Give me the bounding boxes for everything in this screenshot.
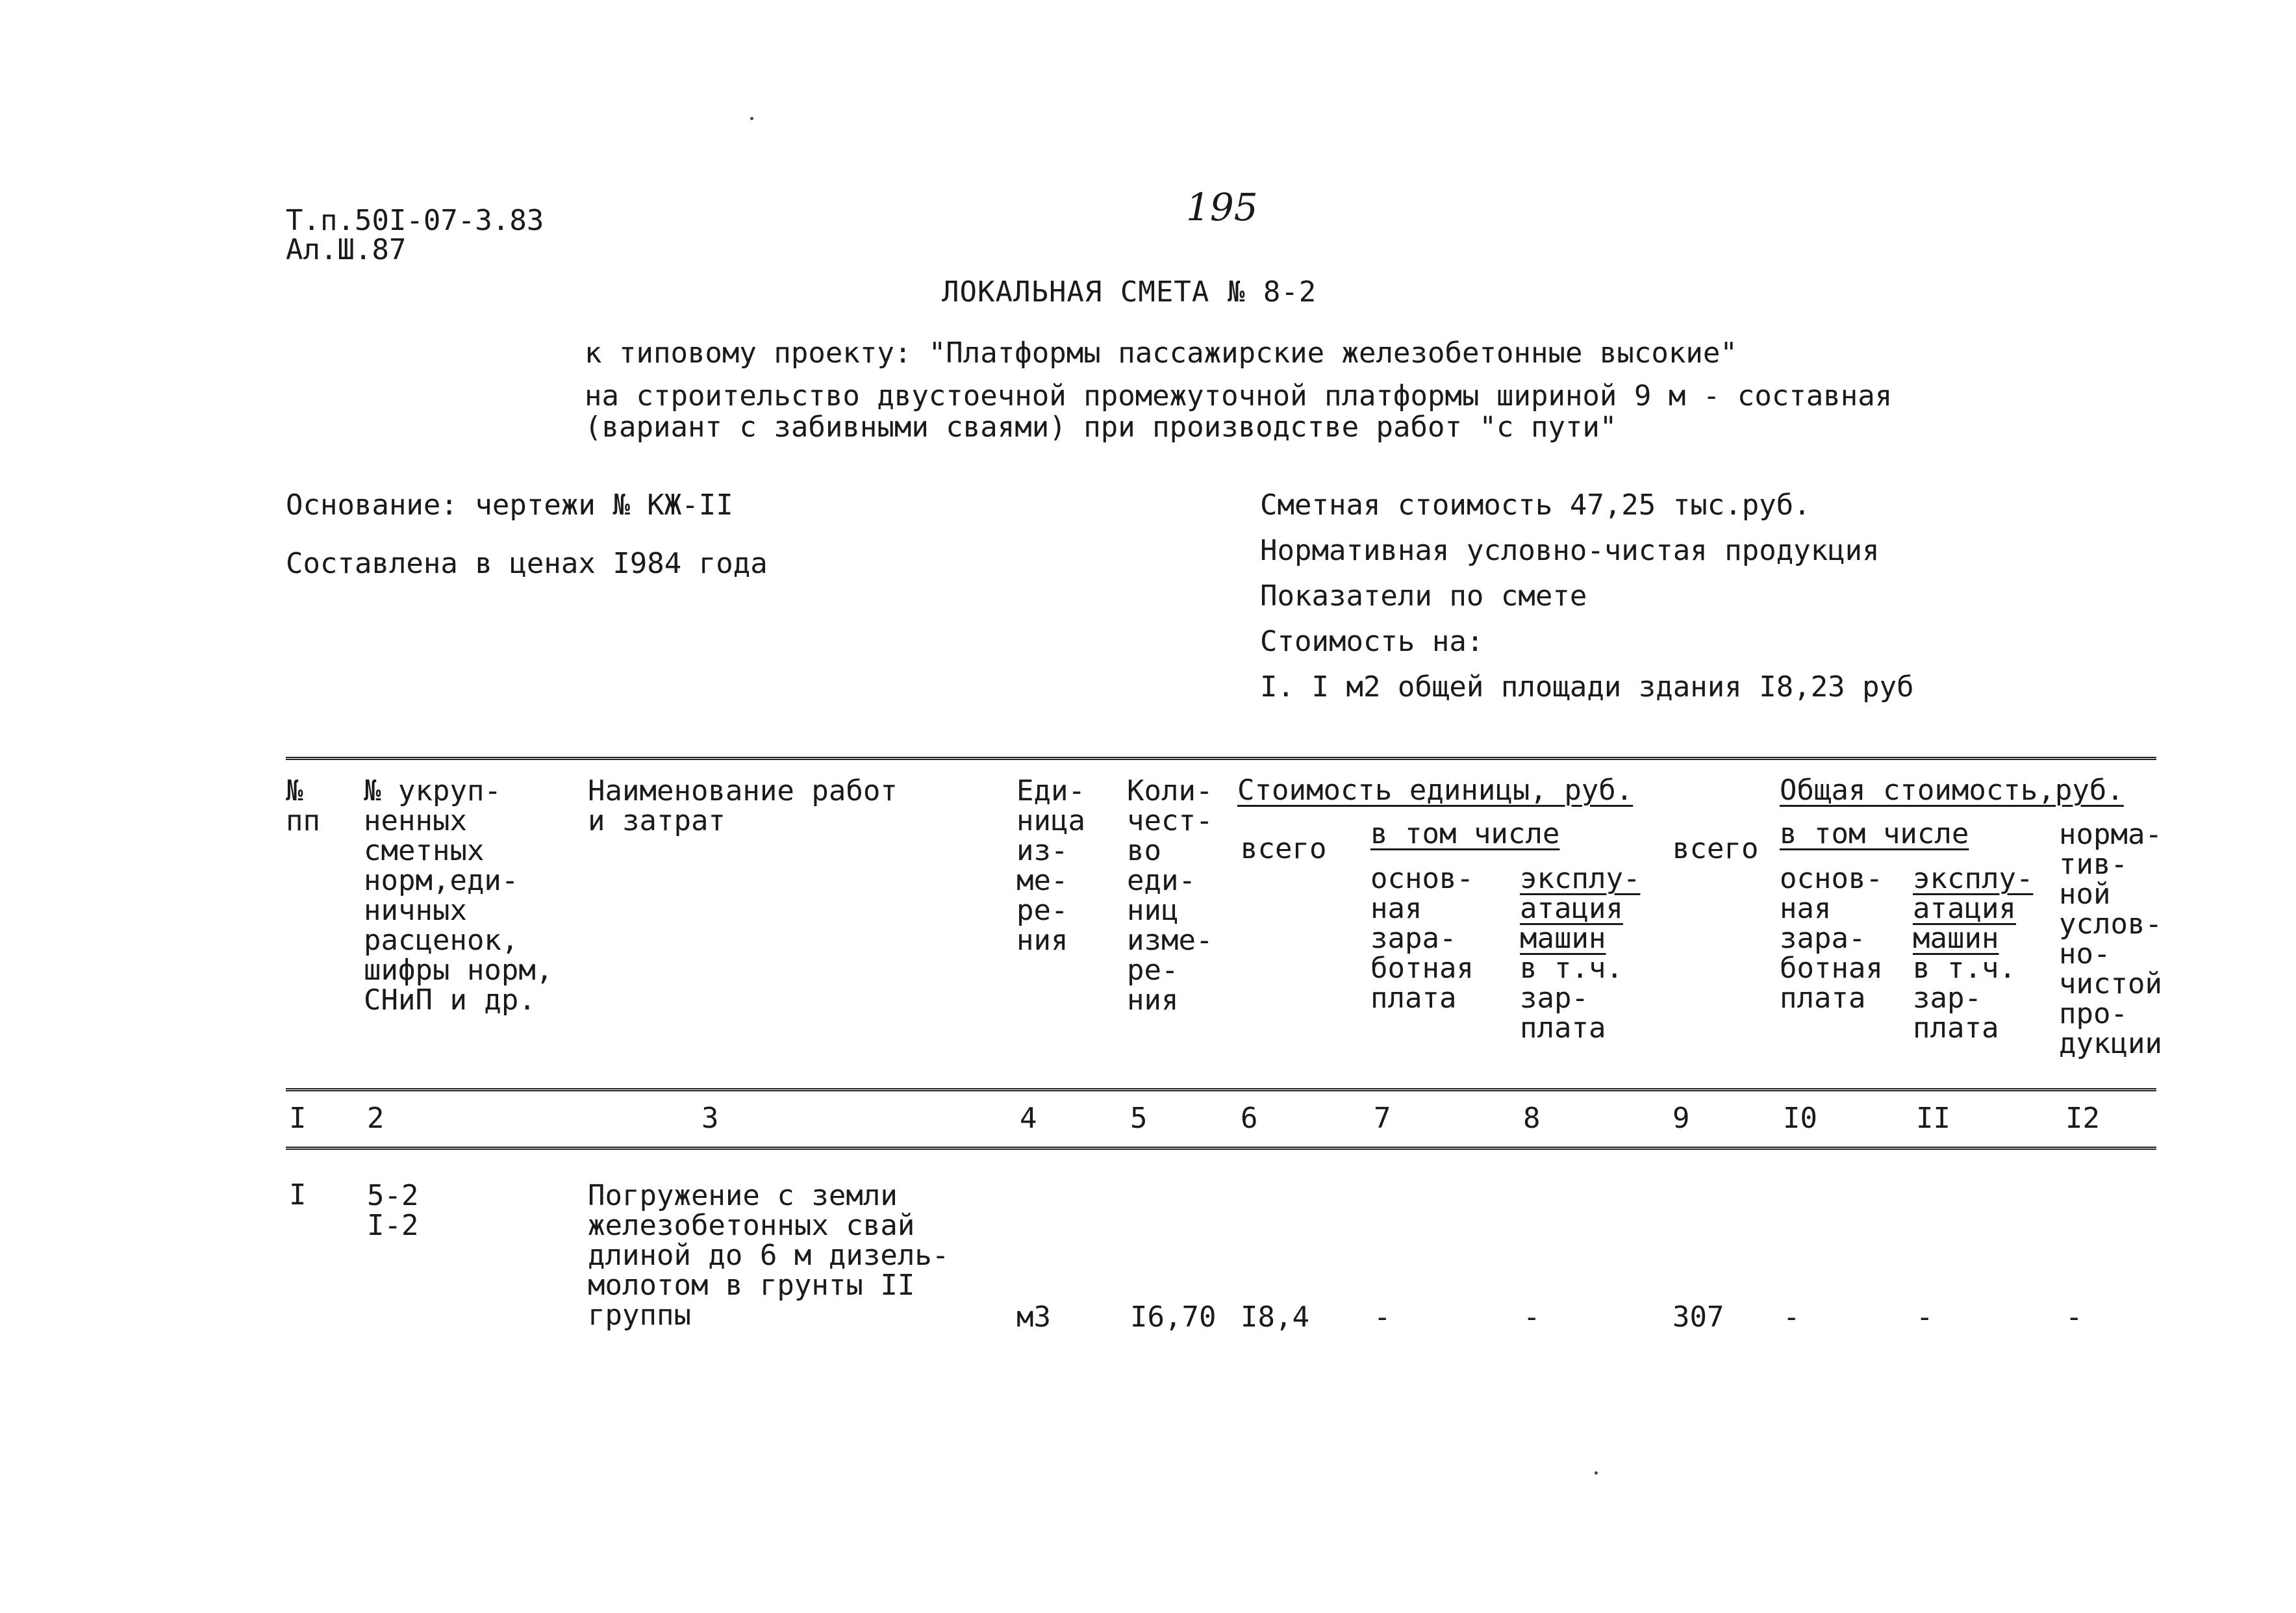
prices-text: Составлена в ценах I984 года [286, 547, 768, 580]
table-header-rule [286, 1088, 2156, 1091]
header-total-including: в том числе [1780, 817, 1969, 850]
header-total: всего [1672, 832, 1759, 865]
header-unit-wage: основ- ная зара- ботная плата [1370, 862, 1474, 1015]
column-number: 8 [1523, 1102, 1541, 1135]
row-name: Погружение с земли железобетонных свай длиной до 6 м дизель- молотом в грунты II группы [588, 1179, 950, 1332]
header-name: Наименование работ и затрат [588, 774, 898, 837]
row-unit-machine: - [1523, 1301, 1541, 1334]
row-normative: - [2065, 1301, 2083, 1334]
column-number: I [289, 1102, 307, 1135]
column-number: 7 [1374, 1102, 1391, 1135]
column-number: II [1916, 1102, 1950, 1135]
header-code: № укруп- ненных сметных норм,еди- ничных расценок, шифры норм, СНиП и др. [364, 774, 553, 1017]
column-number: 3 [701, 1102, 719, 1135]
header-unit-total: всего [1241, 832, 1327, 865]
basis-text: Основание: чертежи № КЖ-II [286, 489, 733, 522]
row-unit: м3 [1016, 1301, 1051, 1334]
subtitle-line-1: к типовому проекту: "Платформы пассажирские железобетонные высокие" [585, 337, 1737, 370]
row-unit-total: I8,4 [1241, 1301, 1309, 1334]
header-unit-machine-wage: в т.ч. зар- плата [1520, 952, 1623, 1045]
document-ref-1: Т.п.50I-07-3.83 [286, 204, 544, 237]
header-unit-cost-group: Стоимость единицы, руб. [1237, 774, 1634, 807]
column-number: 2 [367, 1102, 385, 1135]
page-number: 195 [1186, 185, 1258, 229]
row-num: I [289, 1178, 307, 1212]
column-number: 9 [1672, 1102, 1690, 1135]
header-total-machine-wage: в т.ч. зар- плата [1913, 952, 2016, 1045]
scan-speck [1595, 1471, 1598, 1475]
header-qty: Коли- чест- во еди- ниц изме- ре- ния [1127, 774, 1213, 1017]
header-total-wage: основ- ная зара- ботная плата [1780, 862, 1883, 1015]
subtitle-line-2: на строительство двустоечной промежуточной платформы шириной 9 м - составная [585, 379, 1893, 413]
page-title: ЛОКАЛЬНАЯ СМЕТА № 8-2 [942, 275, 1317, 309]
row-total-machine: - [1916, 1301, 1934, 1334]
column-number: 6 [1241, 1102, 1258, 1135]
header-unit: Еди- ница из- ме- ре- ния [1016, 774, 1085, 957]
column-number: 5 [1130, 1102, 1148, 1135]
estimated-cost-text: Сметная стоимость 47,25 тыс.руб. [1260, 489, 1811, 522]
header-total-cost-group: Общая стоимость,руб. [1780, 774, 2124, 807]
indicators-text: Показатели по смете [1260, 579, 1587, 613]
column-number: I0 [1783, 1102, 1817, 1135]
cost-on-text: Стоимость на: [1260, 625, 1484, 658]
subtitle-line-3: (вариант с забивными сваями) при производстве работ "с пути" [585, 411, 1617, 444]
scan-speck [750, 117, 753, 120]
row-unit-wage: - [1374, 1301, 1391, 1334]
row-total: 307 [1672, 1301, 1724, 1334]
normative-product-text: Нормативная условно-чистая продукция [1260, 534, 1880, 567]
header-unit-machine: эксплу- атация машин [1520, 862, 1641, 955]
header-normative: норма- тив- ной услов- но- чистой про- дукции [2059, 818, 2162, 1060]
column-number: I2 [2065, 1102, 2100, 1135]
cost-item-text: I. I м2 общей площади здания I8,23 руб [1260, 670, 1914, 704]
header-unit-including: в том числе [1370, 817, 1560, 850]
document-ref-2: Ал.Ш.87 [286, 233, 407, 266]
header-num: № пп [286, 774, 320, 837]
column-number: 4 [1020, 1102, 1037, 1135]
row-code: 5-2 I-2 [367, 1179, 419, 1242]
row-total-wage: - [1783, 1301, 1800, 1334]
table-colnum-rule [286, 1147, 2156, 1150]
header-total-machine: эксплу- атация машин [1913, 862, 2034, 955]
row-qty: I6,70 [1130, 1301, 1217, 1334]
table-top-rule [286, 757, 2156, 760]
